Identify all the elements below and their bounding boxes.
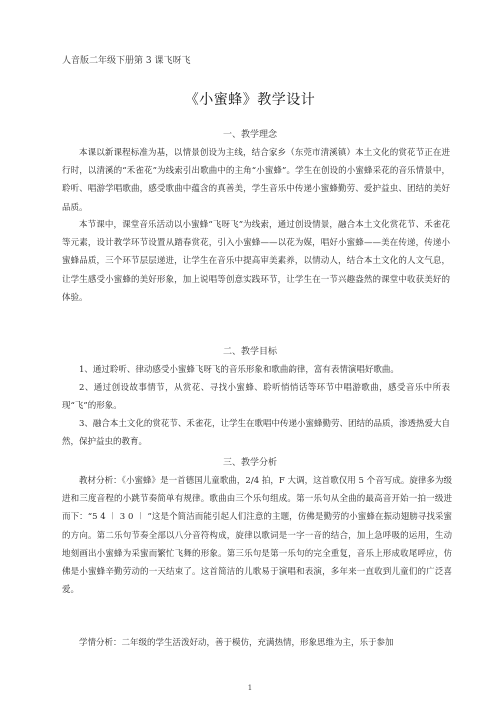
paragraph-objective-1: 1、通过聆听、律动感受小蜜蜂飞呀飞的音乐形象和歌曲韵律，富有表情演唱好歌曲。: [79, 365, 399, 375]
page-number: 1: [247, 684, 253, 692]
paragraph-philosophy-2: 本节课中，课堂音乐活动以小蜜蜂“飞呀飞”为线索，通过创设情景，融合本土文化赏花节、禾雀花等元素，设计教学环节设置从踏春赏花，引入小蜜蜂——以花为媒，唱好小蜜蜂——美在传递，传递小蜜蜂品质，三个环节层层递进，让学生在音乐中提高审美素养，以情动人，结合本土文化的人文气息，让学生感受小蜜蜂的美好形象，加上说唱等创意实践环节，让学生在一节兴趣盎然的课堂中收获美好的体验。: [62, 220, 450, 303]
section-heading-philosophy: 一、教学理念: [222, 130, 277, 140]
section-heading-analysis: 三、教学分析: [222, 458, 277, 468]
paragraph-objective-2: 2、通过创设故事情节，从赏花、寻找小蜜蜂、聆听悄悄话等环节中唱游歌曲，感受音乐中所表现“飞”的形象。: [62, 383, 450, 412]
document-title: 《小蜜蜂》教学设计: [184, 92, 316, 108]
paragraph-objective-3: 3、融合本土文化的赏花节、禾雀花，让学生在歌唱中传递小蜜蜂勤劳、团结的品质，渗透热爱大自然，保护益虫的教育。: [62, 419, 450, 448]
paragraph-philosophy-1: 本课以新课程标准为基，以情景创设为主线，结合家乡（东莞市清溪镇）本土文化的赏花节正在进行时，以清溪的“禾雀花”为线索引出歌曲中的主角“小蜜蜂”。学生在创设的小蜜蜂采花的音乐情景中，聆听、唱游学唱歌曲，感受歌曲中蕴含的真善美，学生音乐中传递小蜜蜂勤劳、爱护益虫、团结的美好品质。: [62, 148, 450, 213]
course-header: 人音版二年级下册第 3 课飞呀飞: [62, 56, 191, 66]
paragraph-material-analysis: 教材分析：《小蜜蜂》是一首德国儿童歌曲，2/4 拍，F 大调，这首歌仅用 5 个音写成。旋律多为级进和三度音程的小跳节奏简单有规律。歌曲由三个乐句组成。第一乐句从全曲的最高音开始一拍一级进而下：“5 4 ︱ 3 0 ︱ ”这是个简洁而能引起人们注意的主题，仿佛是勤劳的小蜜蜂在振动翅膀寻找采蜜的方向。第二乐句节奏全部以八分音符构成，旋律以歌词是一字一音的结合，加上急呼吸的运用，生动地刻画出小蜜蜂为采蜜而繁忙飞舞的形象。第三乐句是第一乐句的完全重复，音乐上形成收尾呼应，仿佛是小蜜蜂辛勤劳动的一天结束了。这首简洁的儿歌易于演唱和表演，多年来一直收到儿童们的广泛喜爱。: [62, 476, 452, 596]
section-heading-objectives: 二、教学目标: [222, 347, 277, 357]
paragraph-student-analysis: 学情分析：二年级的学生活泼好动，善于模仿，充满热情，形象思维为主，乐于参加: [79, 638, 394, 648]
